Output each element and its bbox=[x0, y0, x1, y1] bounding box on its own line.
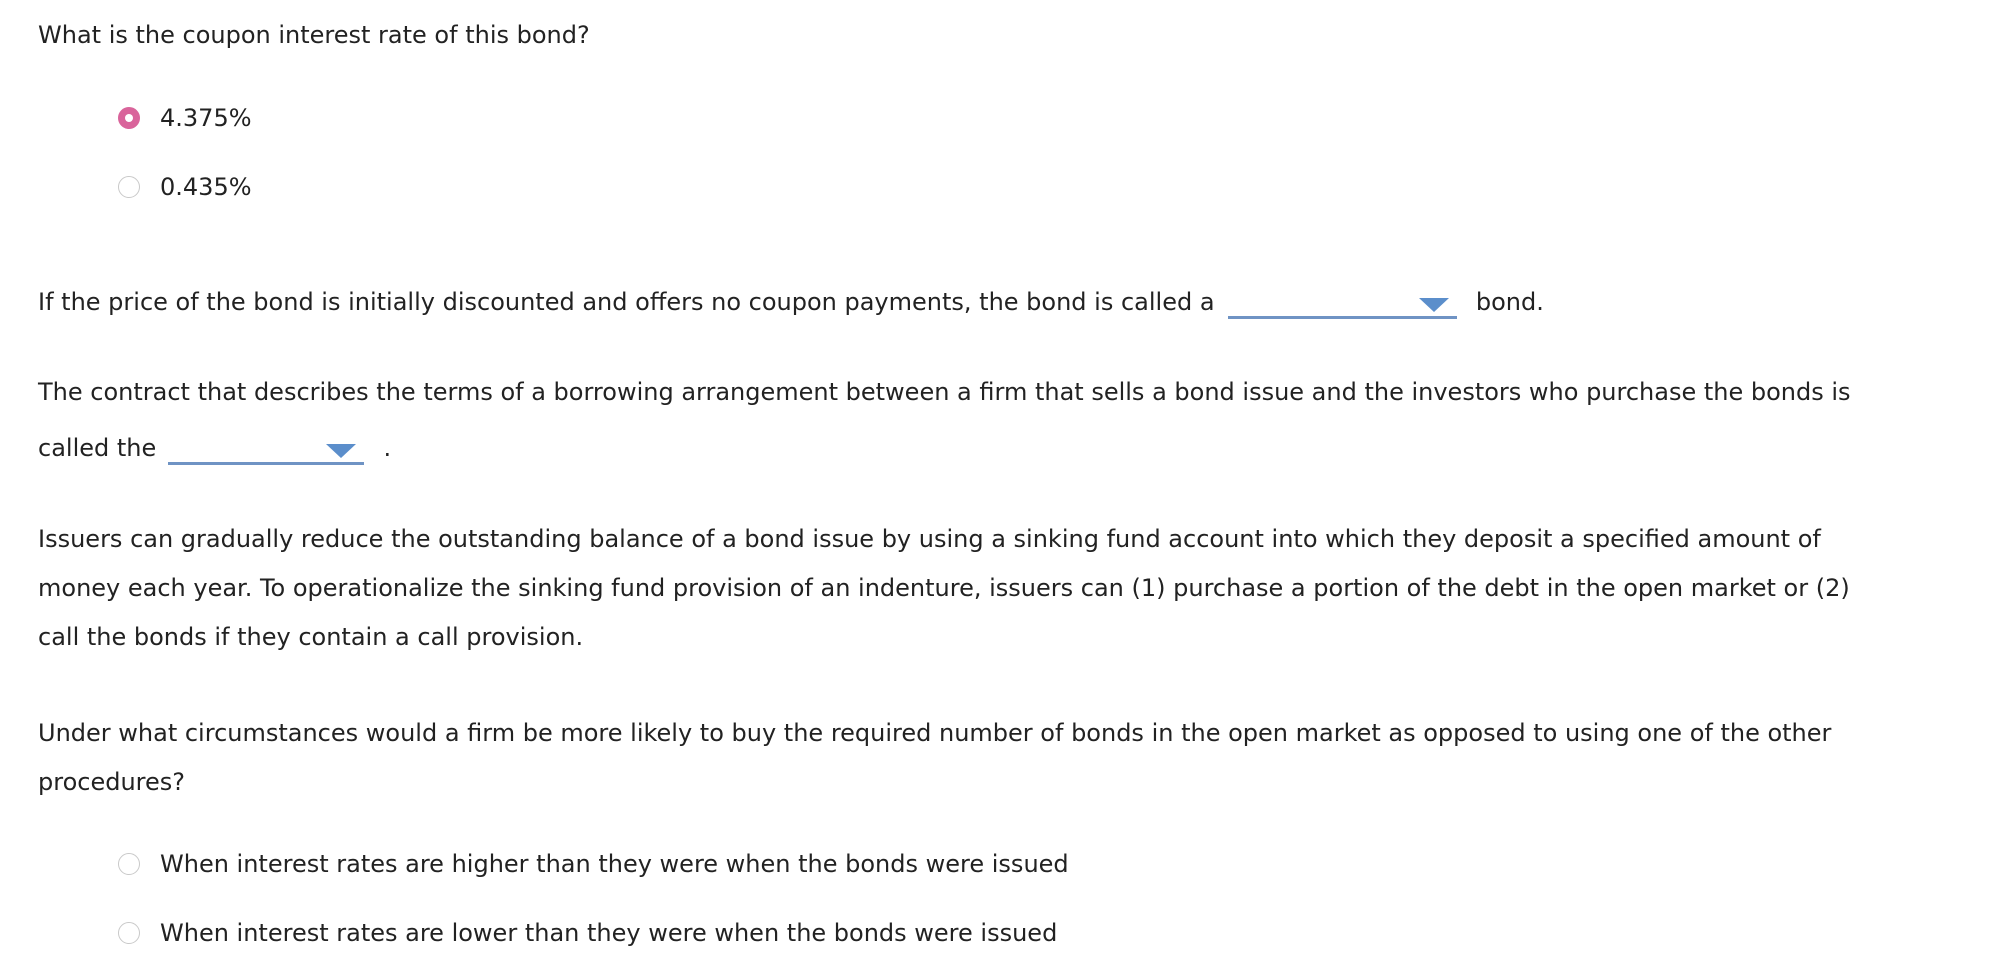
q4-line-2: procedures? bbox=[38, 768, 186, 796]
q4-line-1: Under what circumstances would a firm be more likely to buy the required number of bonds in the open market as opposed to using one of the other bbox=[38, 719, 1832, 747]
q1-option-label: 4.375% bbox=[160, 104, 252, 132]
q3-text-after: . bbox=[383, 434, 392, 462]
chevron-down-icon bbox=[1419, 298, 1449, 312]
q1-option-0-435[interactable] bbox=[118, 172, 252, 202]
radio-button[interactable] bbox=[118, 922, 140, 944]
q1-question-text: What is the coupon interest rate of this bond? bbox=[38, 21, 590, 49]
radio-button[interactable] bbox=[118, 853, 140, 875]
radio-button[interactable] bbox=[118, 176, 140, 198]
info-line-1: Issuers can gradually reduce the outstanding balance of a bond issue by using a sinking fund account into which they deposit a specified amount of bbox=[38, 525, 1821, 553]
info-line-3: call the bonds if they contain a call provision. bbox=[38, 623, 584, 651]
chevron-down-icon bbox=[326, 444, 356, 458]
q3-line-1: The contract that describes the terms of a borrowing arrangement between a firm that sells a bond issue and the investors who purchase the bonds is bbox=[38, 378, 1851, 406]
q3-text-before: called the bbox=[38, 434, 157, 462]
q2-text-after: bond. bbox=[1475, 288, 1544, 316]
q2-bond-type-dropdown[interactable] bbox=[1228, 289, 1457, 319]
q1-option-label: 0.435% bbox=[160, 173, 252, 201]
q3-line-2 bbox=[38, 426, 391, 463]
q4-option-label: When interest rates are higher than they were when the bonds were issued bbox=[160, 850, 1069, 878]
q1-option-4-375[interactable] bbox=[118, 103, 252, 133]
q4-option-higher-rates[interactable] bbox=[118, 849, 1069, 879]
q4-option-lower-rates[interactable] bbox=[118, 918, 1057, 948]
q2-text-before: If the price of the bond is initially discounted and offers no coupon payments, the bond is called a bbox=[38, 288, 1215, 316]
q4-option-label: When interest rates are lower than they were when the bonds were issued bbox=[160, 919, 1058, 947]
q3-indenture-dropdown[interactable] bbox=[168, 435, 364, 465]
q2-sentence bbox=[38, 280, 1544, 317]
info-line-2: money each year. To operationalize the sinking fund provision of an indenture, issuers can (1) purchase a portion of the debt in the open market or (2) bbox=[38, 574, 1850, 602]
radio-button-selected[interactable] bbox=[118, 107, 140, 129]
